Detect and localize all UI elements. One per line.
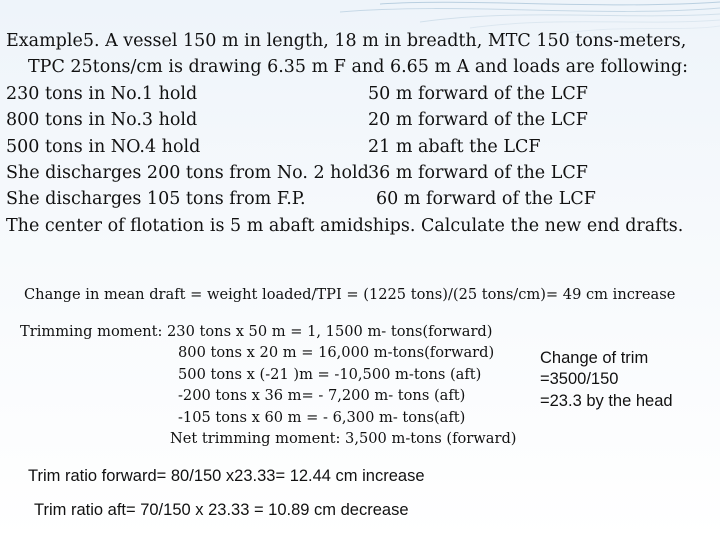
problem-closing: The center of flotation is 5 m abaft amidships. Calculate the new end drafts. bbox=[6, 215, 684, 236]
load-row bbox=[6, 81, 706, 107]
trim-ratio-aft: Trim ratio aft= 70/150 x 23.33 = 10.89 cm decrease bbox=[34, 501, 409, 519]
decorative-wave-line bbox=[340, 8, 720, 12]
load-position: 60 m forward of the LCF bbox=[376, 189, 596, 210]
problem-intro-line-2: TPC 25tons/cm is drawing 6.35 m F and 6.65 m A and loads are following: bbox=[28, 57, 689, 78]
trimming-moment-calculation bbox=[20, 321, 517, 449]
trimming-line: -105 tons x 60 m = - 6,300 m- tons(aft) bbox=[178, 408, 466, 426]
load-description: She discharges 105 tons from F.P. bbox=[6, 189, 306, 210]
change-of-trim bbox=[540, 348, 673, 412]
load-row bbox=[6, 134, 706, 160]
load-position: 20 m forward of the LCF bbox=[368, 110, 588, 131]
problem-statement bbox=[6, 28, 706, 239]
net-trimming-moment: Net trimming moment: 3,500 m-tons (forward) bbox=[170, 430, 517, 448]
load-description: 500 tons in NO.4 hold bbox=[6, 136, 201, 157]
load-position: 21 m abaft the LCF bbox=[368, 136, 541, 157]
load-position: 50 m forward of the LCF bbox=[368, 83, 588, 104]
load-position: 36 m forward of the LCF bbox=[368, 163, 588, 184]
mean-draft-change: Change in mean draft = weight loaded/TPI = (1225 tons)/(25 tons/cm)= 49 cm increase bbox=[24, 286, 676, 303]
load-description: 800 tons in No.3 hold bbox=[6, 110, 198, 131]
load-description: 230 tons in No.1 hold bbox=[6, 83, 198, 104]
trimming-line: -200 tons x 36 m= - 7,200 m- tons (aft) bbox=[178, 387, 466, 405]
change-of-trim-line: Change of trim bbox=[540, 349, 649, 367]
load-description: She discharges 200 tons from No. 2 hold bbox=[6, 163, 369, 184]
change-of-trim-line: =3500/150 bbox=[540, 370, 619, 389]
decorative-wave-line bbox=[420, 14, 720, 22]
load-row bbox=[6, 107, 706, 133]
decorative-wave-line bbox=[470, 20, 720, 28]
change-of-trim-line: =23.3 by the head bbox=[540, 391, 673, 410]
trim-ratio-forward: Trim ratio forward= 80/150 x23.33= 12.44 cm increase bbox=[28, 467, 425, 485]
load-row bbox=[6, 186, 706, 212]
decorative-wave-line bbox=[380, 2, 720, 5]
load-row bbox=[6, 160, 706, 186]
problem-intro-line-1: Example5. A vessel 150 m in length, 18 m in breadth, MTC 150 tons-meters, bbox=[6, 31, 687, 51]
trimming-line: Trimming moment: 230 tons x 50 m = 1, 1500 m- tons(forward) bbox=[20, 323, 493, 340]
trimming-line: 800 tons x 20 m = 16,000 m-tons(forward) bbox=[178, 344, 495, 362]
trimming-line: 500 tons x (-21 )m = -10,500 m-tons (aft) bbox=[178, 365, 482, 383]
